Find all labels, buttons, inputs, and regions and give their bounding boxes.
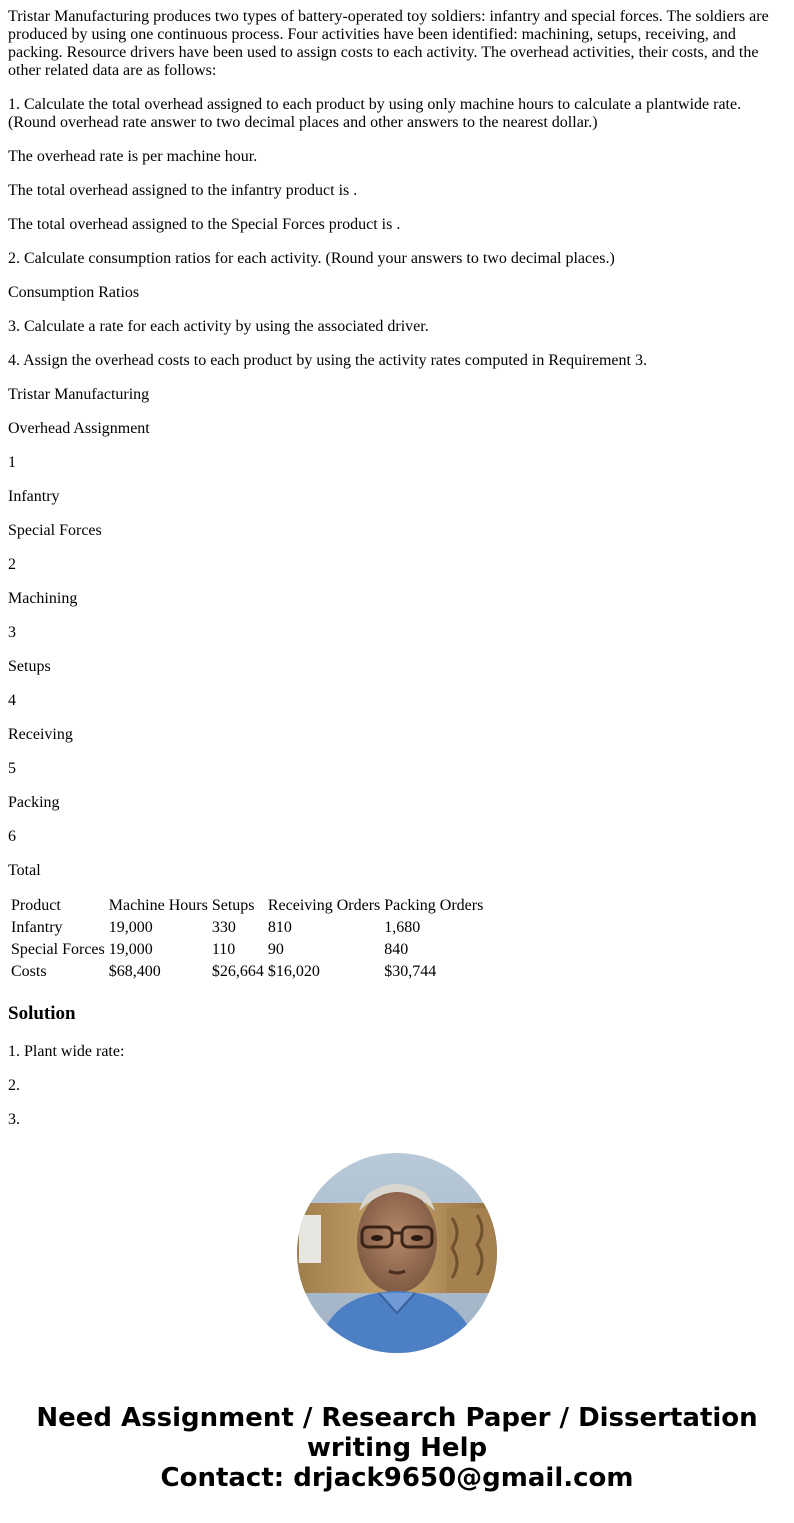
table-cell: 330 — [211, 919, 236, 936]
solution-item: 1. Plant wide rate: — [8, 1043, 125, 1060]
table-header-cell: Receiving Orders — [267, 897, 381, 914]
table-cell: $68,400 — [108, 963, 161, 980]
contact-footer — [0, 1403, 794, 1493]
row-label: 4 — [8, 692, 16, 709]
intro-paragraph: Tristar Manufacturing produces two types of battery-operated toy soldiers: infantry and special forces. The soldiers are produced by using one continuous process. Four activities have been identified: machining, setups, receiving, and packing. Resource drivers have been used to assign costs to each activity. The overhead activities, their costs, and the other related data are as follows: — [8, 8, 769, 79]
table-header-cell: Packing Orders — [384, 897, 484, 914]
row-label: Total — [8, 862, 41, 879]
row-label: Machining — [8, 590, 78, 607]
overhead-rate-line: The overhead rate is per machine hour. — [8, 148, 258, 165]
footer-contact-line: Contact: drjack9650@gmail.com — [160, 1463, 634, 1493]
requirement-4: 4. Assign the overhead costs to each product by using the activity rates computed in Requirement 3. — [8, 352, 647, 369]
table-cell: $26,664 — [211, 963, 264, 980]
infantry-overhead-line: The total overhead assigned to the infantry product is . — [8, 182, 358, 199]
requirement-1: 1. Calculate the total overhead assigned to each product by using only machine hours to calculate a plantwide rate. (Round overhead rate answer to two decimal places and other answers to the nearest dollar.) — [8, 96, 742, 131]
requirement-3: 3. Calculate a rate for each activity by using the associated driver. — [8, 318, 429, 335]
table-cell: 19,000 — [108, 941, 153, 958]
tutor-photo — [297, 1153, 497, 1353]
table-cell: $16,020 — [267, 963, 320, 980]
table-row — [10, 940, 484, 960]
table-cell: 1,680 — [384, 919, 421, 936]
table-cell: Infantry — [11, 919, 63, 936]
solution-item: 2. — [8, 1077, 20, 1094]
table-row — [10, 962, 484, 982]
row-label: 6 — [8, 828, 16, 845]
table-header-row — [10, 896, 484, 916]
table-header-cell: Setups — [211, 897, 255, 914]
table-cell: 840 — [384, 941, 409, 958]
table-header-cell: Product — [11, 897, 61, 914]
portrait-image — [297, 1153, 497, 1353]
row-label: 1 — [8, 454, 16, 471]
special-forces-overhead-line: The total overhead assigned to the Special Forces product is . — [8, 216, 401, 233]
row-label: Packing — [8, 794, 60, 811]
row-label: Receiving — [8, 726, 73, 743]
table-header-cell: Machine Hours — [108, 897, 208, 914]
table-cell: Special Forces — [11, 941, 105, 958]
row-label: Infantry — [8, 488, 60, 505]
table-cell: 90 — [267, 941, 284, 958]
row-label: 5 — [8, 760, 16, 777]
table-cell: Costs — [11, 963, 47, 980]
overhead-assignment-title: Overhead Assignment — [8, 420, 150, 437]
consumption-ratios-heading: Consumption Ratios — [8, 284, 140, 301]
row-label: Setups — [8, 658, 51, 675]
table-cell: 810 — [267, 919, 292, 936]
table-cell: 110 — [211, 941, 236, 958]
table-cell: 19,000 — [108, 919, 153, 936]
footer-line-1: Need Assignment / Research Paper / Dissertation — [36, 1403, 758, 1433]
solution-heading: Solution — [8, 1003, 76, 1024]
footer-line-2: writing Help — [306, 1433, 488, 1463]
company-name: Tristar Manufacturing — [8, 386, 150, 403]
table-cell: $30,744 — [384, 963, 437, 980]
table-row — [10, 918, 484, 938]
row-label: 2 — [8, 556, 16, 573]
requirement-2: 2. Calculate consumption ratios for each activity. (Round your answers to two decimal places.) — [8, 250, 615, 267]
row-label: Special Forces — [8, 522, 102, 539]
solution-item: 3. — [8, 1111, 20, 1128]
row-label: 3 — [8, 624, 16, 641]
activity-data-table — [8, 894, 486, 984]
